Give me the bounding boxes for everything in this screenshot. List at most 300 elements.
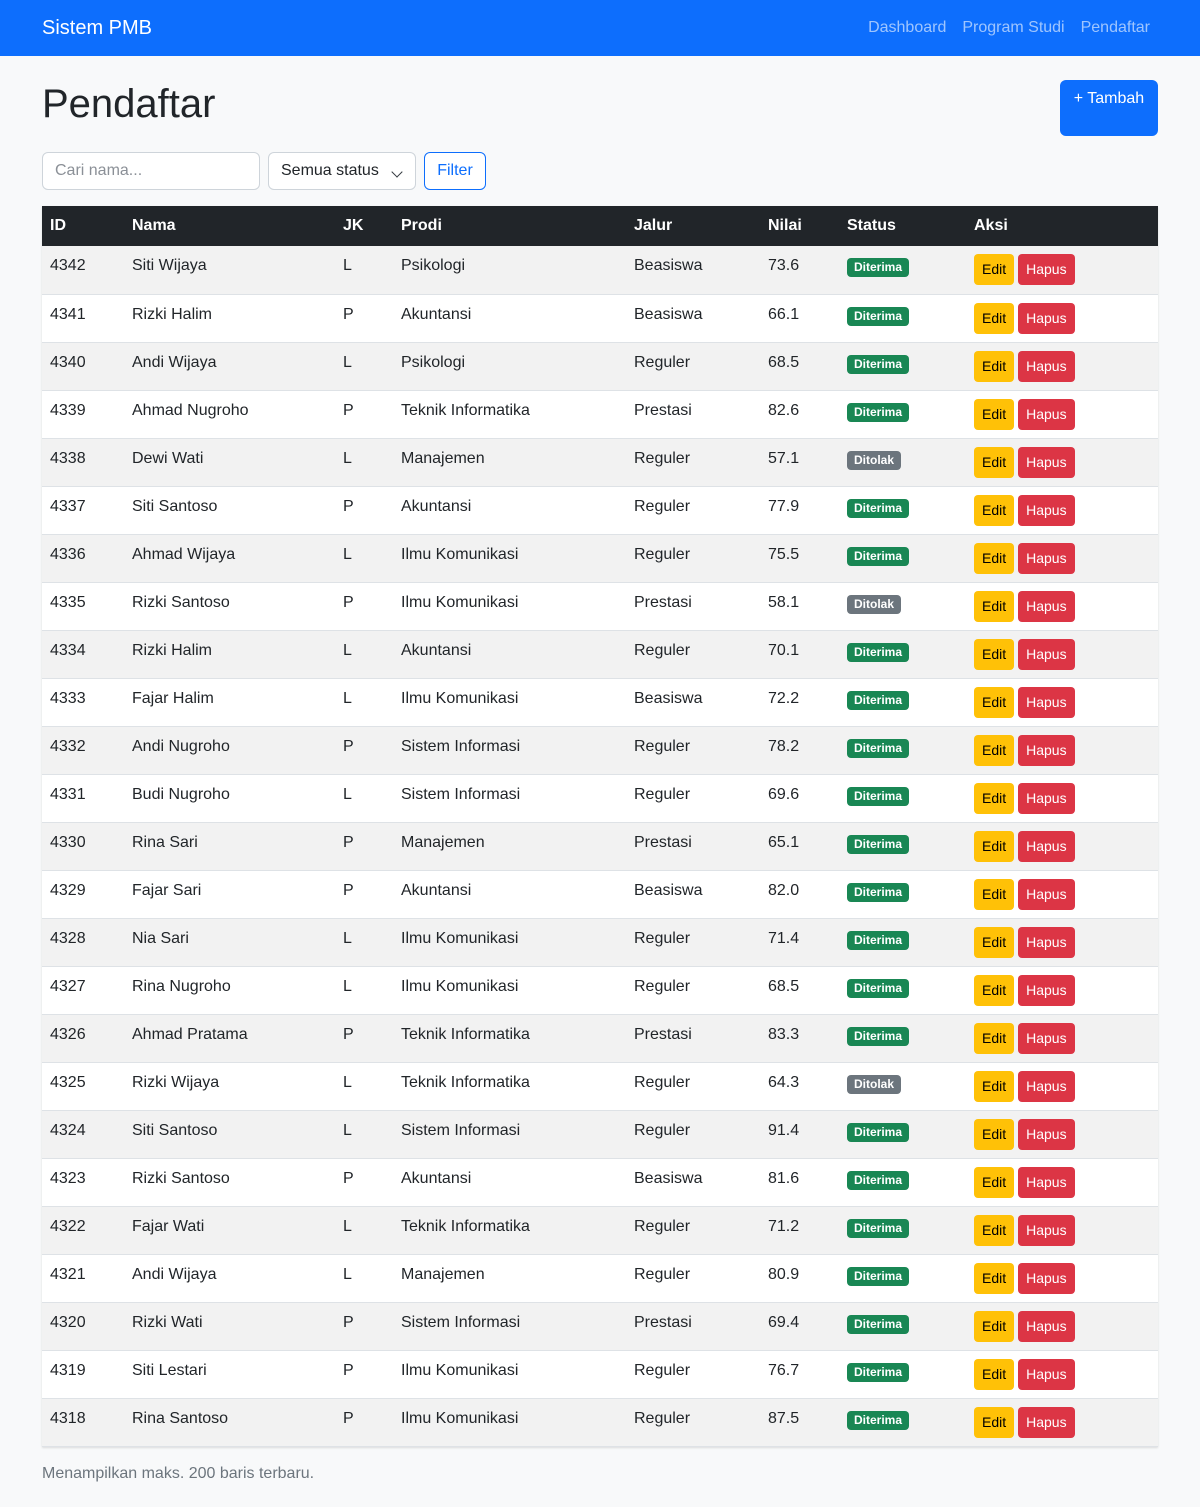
cell-nilai: 82.0	[768, 881, 800, 899]
cell-jalur: Beasiswa	[634, 1169, 703, 1187]
cell-jalur: Prestasi	[634, 1313, 692, 1331]
cell-nama: Budi Nugroho	[132, 785, 230, 803]
status-badge: Diterima	[847, 979, 909, 998]
cell-status	[839, 1062, 966, 1110]
cell-jk: P	[343, 1409, 354, 1427]
cell-prodi: Sistem Informasi	[401, 1313, 521, 1331]
cell-aksi	[966, 726, 1158, 774]
nav-link-dashboard[interactable]: Dashboard	[868, 19, 947, 36]
cell-jalur: Beasiswa	[634, 257, 703, 274]
table-row	[42, 438, 1158, 486]
status-badge: Diterima	[847, 355, 909, 374]
status-badge: Diterima	[847, 1411, 909, 1430]
cell-status	[839, 294, 966, 342]
cell-id: 4329	[50, 881, 86, 899]
col-header-nilai: Nilai	[768, 217, 802, 234]
cell-id: 4335	[50, 593, 86, 611]
cell-nama: Siti Wijaya	[132, 257, 207, 274]
cell-status	[839, 1302, 966, 1350]
cell-nilai: 73.6	[768, 257, 800, 274]
cell-prodi: Ilmu Komunikasi	[401, 929, 519, 947]
edit-button[interactable]: Edit	[974, 1311, 1014, 1342]
status-badge: Diterima	[847, 1171, 909, 1190]
edit-button[interactable]: Edit	[974, 1023, 1014, 1054]
cell-status	[839, 1254, 966, 1302]
edit-button[interactable]: Edit	[974, 1071, 1014, 1102]
table-row	[42, 1302, 1158, 1350]
cell-status	[839, 582, 966, 630]
cell-aksi	[966, 1158, 1158, 1206]
cell-jk: P	[343, 497, 354, 515]
cell-status	[839, 822, 966, 870]
edit-button[interactable]: Edit	[974, 447, 1014, 478]
cell-id: 4342	[50, 257, 86, 274]
cell-jk: P	[343, 881, 354, 899]
cell-id: 4341	[50, 305, 86, 323]
cell-id: 4331	[50, 785, 86, 803]
cell-nama: Fajar Wati	[132, 1217, 205, 1235]
cell-aksi	[966, 630, 1158, 678]
cell-jalur: Reguler	[634, 449, 691, 467]
cell-nama: Siti Lestari	[132, 1361, 207, 1379]
delete-button[interactable]: Hapus	[1018, 687, 1074, 718]
status-badge: Ditolak	[847, 1075, 901, 1094]
cell-status	[839, 678, 966, 726]
cell-nama: Rizki Halim	[132, 305, 212, 323]
cell-nama: Andi Wijaya	[132, 1265, 217, 1283]
cell-jalur: Reguler	[634, 1121, 691, 1139]
cell-nama: Andi Wijaya	[132, 353, 217, 371]
delete-button[interactable]: Hapus	[1018, 351, 1074, 382]
cell-nama: Rizki Santoso	[132, 593, 230, 611]
delete-button[interactable]: Hapus	[1018, 1407, 1074, 1438]
edit-button[interactable]: Edit	[974, 303, 1014, 334]
cell-nama: Rina Sari	[132, 833, 198, 851]
status-badge: Diterima	[847, 931, 909, 950]
cell-nama: Siti Santoso	[132, 1121, 218, 1139]
col-header-prodi: Prodi	[401, 217, 442, 234]
cell-jalur: Reguler	[634, 1265, 691, 1283]
cell-id: 4321	[50, 1265, 86, 1283]
cell-status	[839, 390, 966, 438]
cell-prodi: Ilmu Komunikasi	[401, 593, 519, 611]
edit-button[interactable]: Edit	[974, 927, 1014, 958]
cell-nilai: 68.5	[768, 977, 800, 995]
page-title: Pendaftar	[42, 82, 216, 126]
edit-button[interactable]: Edit	[974, 254, 1014, 285]
edit-button[interactable]: Edit	[974, 735, 1014, 766]
cell-nilai: 71.4	[768, 929, 800, 947]
cell-id: 4322	[50, 1217, 86, 1235]
cell-jalur: Prestasi	[634, 401, 692, 419]
cell-aksi	[966, 870, 1158, 918]
cell-jalur: Reguler	[634, 1073, 691, 1091]
cell-id: 4319	[50, 1361, 86, 1379]
add-button[interactable]: + Tambah	[1060, 80, 1158, 136]
cell-id: 4334	[50, 641, 86, 659]
table-row	[42, 1254, 1158, 1302]
status-badge: Diterima	[847, 1123, 909, 1142]
cell-jalur: Beasiswa	[634, 689, 703, 707]
edit-button[interactable]: Edit	[974, 591, 1014, 622]
table-row	[42, 1350, 1158, 1398]
status-badge: Diterima	[847, 547, 909, 566]
cell-nama: Ahmad Nugroho	[132, 401, 249, 419]
cell-prodi: Teknik Informatika	[401, 1025, 530, 1043]
table-row	[42, 822, 1158, 870]
cell-id: 4337	[50, 497, 86, 515]
cell-status	[839, 486, 966, 534]
cell-id: 4332	[50, 737, 86, 755]
cell-prodi: Psikologi	[401, 257, 466, 274]
cell-jk: L	[343, 977, 352, 995]
cell-id: 4328	[50, 929, 86, 947]
col-header-jalur: Jalur	[634, 217, 673, 234]
delete-button[interactable]: Hapus	[1018, 1215, 1074, 1246]
cell-prodi: Sistem Informasi	[401, 785, 521, 803]
delete-button[interactable]: Hapus	[1018, 1311, 1074, 1342]
cell-aksi	[966, 1350, 1158, 1398]
cell-nama: Rizki Wijaya	[132, 1073, 220, 1091]
nav-link-program-studi[interactable]: Program Studi	[962, 19, 1065, 36]
cell-nama: Siti Santoso	[132, 497, 218, 515]
cell-status	[839, 918, 966, 966]
cell-jk: L	[343, 1265, 352, 1283]
cell-jk: P	[343, 305, 354, 323]
cell-prodi: Ilmu Komunikasi	[401, 977, 519, 995]
status-badge: Diterima	[847, 403, 909, 422]
edit-button[interactable]: Edit	[974, 687, 1014, 718]
delete-button[interactable]: Hapus	[1018, 639, 1074, 670]
status-badge: Diterima	[847, 691, 909, 710]
cell-aksi	[966, 678, 1158, 726]
cell-jk: P	[343, 401, 354, 419]
cell-status	[839, 438, 966, 486]
delete-button[interactable]: Hapus	[1018, 735, 1074, 766]
edit-button[interactable]: Edit	[974, 351, 1014, 382]
nav-links	[868, 17, 1150, 39]
col-header-aksi: Aksi	[974, 217, 1008, 234]
delete-button[interactable]: Hapus	[1018, 495, 1074, 526]
cell-status	[839, 1398, 966, 1446]
cell-aksi	[966, 1110, 1158, 1158]
status-badge: Diterima	[847, 739, 909, 758]
cell-prodi: Ilmu Komunikasi	[401, 1409, 519, 1427]
cell-id: 4330	[50, 833, 86, 851]
cell-prodi: Akuntansi	[401, 881, 472, 899]
cell-nilai: 58.1	[768, 593, 800, 611]
cell-nama: Ahmad Pratama	[132, 1025, 248, 1043]
status-badge: Diterima	[847, 787, 909, 806]
status-badge: Diterima	[847, 1363, 909, 1382]
cell-status	[839, 630, 966, 678]
cell-aksi	[966, 486, 1158, 534]
cell-jk: P	[343, 593, 354, 611]
cell-aksi	[966, 774, 1158, 822]
cell-jk: L	[343, 1121, 352, 1139]
cell-nilai: 72.2	[768, 689, 800, 707]
cell-aksi	[966, 342, 1158, 390]
cell-status	[839, 726, 966, 774]
cell-nama: Fajar Halim	[132, 689, 214, 707]
cell-prodi: Ilmu Komunikasi	[401, 689, 519, 707]
cell-jk: L	[343, 689, 352, 707]
edit-button[interactable]: Edit	[974, 1215, 1014, 1246]
cell-nilai: 68.5	[768, 353, 800, 371]
cell-prodi: Akuntansi	[401, 305, 472, 323]
cell-id: 4326	[50, 1025, 86, 1043]
cell-id: 4324	[50, 1121, 86, 1139]
cell-prodi: Teknik Informatika	[401, 1073, 530, 1091]
cell-nilai: 70.1	[768, 641, 800, 659]
table-row	[42, 774, 1158, 822]
chevron-down-icon	[391, 166, 402, 177]
col-header-id: ID	[50, 217, 66, 234]
cell-aksi	[966, 1062, 1158, 1110]
cell-jk: L	[343, 353, 352, 371]
cell-jk: L	[343, 929, 352, 947]
cell-jalur: Reguler	[634, 353, 691, 371]
cell-id: 4320	[50, 1313, 86, 1331]
cell-jalur: Reguler	[634, 929, 691, 947]
cell-jalur: Reguler	[634, 1361, 691, 1379]
cell-jalur: Reguler	[634, 641, 691, 659]
cell-prodi: Manajemen	[401, 1265, 485, 1283]
edit-button[interactable]: Edit	[974, 1167, 1014, 1198]
cell-aksi	[966, 438, 1158, 486]
edit-button[interactable]: Edit	[974, 975, 1014, 1006]
cell-nilai: 64.3	[768, 1073, 800, 1091]
cell-id: 4336	[50, 545, 86, 563]
cell-nilai: 76.7	[768, 1361, 800, 1379]
delete-button[interactable]: Hapus	[1018, 254, 1074, 285]
table-row	[42, 1110, 1158, 1158]
cell-nama: Ahmad Wijaya	[132, 545, 236, 563]
cell-id: 4333	[50, 689, 86, 707]
cell-nilai: 57.1	[768, 449, 800, 467]
edit-button[interactable]: Edit	[974, 1359, 1014, 1390]
cell-nilai: 65.1	[768, 833, 800, 851]
cell-aksi	[966, 1014, 1158, 1062]
cell-id: 4340	[50, 353, 86, 371]
table-row	[42, 966, 1158, 1014]
delete-button[interactable]: Hapus	[1018, 927, 1074, 958]
cell-aksi	[966, 918, 1158, 966]
cell-id: 4323	[50, 1169, 86, 1187]
cell-id: 4338	[50, 449, 86, 467]
table-row	[42, 1014, 1158, 1062]
cell-aksi	[966, 246, 1158, 294]
edit-button[interactable]: Edit	[974, 783, 1014, 814]
cell-status	[839, 966, 966, 1014]
status-badge: Diterima	[847, 258, 909, 277]
table-row	[42, 294, 1158, 342]
status-badge: Diterima	[847, 643, 909, 662]
cell-prodi: Teknik Informatika	[401, 401, 530, 419]
cell-id: 4325	[50, 1073, 86, 1091]
cell-nilai: 77.9	[768, 497, 800, 515]
status-badge: Diterima	[847, 499, 909, 518]
cell-status	[839, 1110, 966, 1158]
edit-button[interactable]: Edit	[974, 879, 1014, 910]
edit-button[interactable]: Edit	[974, 639, 1014, 670]
cell-nilai: 75.5	[768, 545, 800, 563]
filter-button[interactable]: Filter	[424, 152, 486, 190]
status-badge: Diterima	[847, 1027, 909, 1046]
cell-status	[839, 774, 966, 822]
delete-button[interactable]: Hapus	[1018, 831, 1074, 862]
cell-aksi	[966, 534, 1158, 582]
table-row	[42, 390, 1158, 438]
cell-aksi	[966, 966, 1158, 1014]
status-select-value: Semua status	[281, 162, 379, 179]
cell-jk: L	[343, 641, 352, 659]
status-select[interactable]	[268, 152, 416, 190]
cell-prodi: Ilmu Komunikasi	[401, 545, 519, 563]
table-row	[42, 246, 1158, 294]
edit-button[interactable]: Edit	[974, 1263, 1014, 1294]
cell-jk: P	[343, 1313, 354, 1331]
status-badge: Diterima	[847, 307, 909, 326]
cell-prodi: Akuntansi	[401, 1169, 472, 1187]
cell-nilai: 83.3	[768, 1025, 800, 1043]
table-row	[42, 678, 1158, 726]
cell-aksi	[966, 822, 1158, 870]
delete-button[interactable]: Hapus	[1018, 591, 1074, 622]
table-row	[42, 726, 1158, 774]
delete-button[interactable]: Hapus	[1018, 1263, 1074, 1294]
cell-status	[839, 1158, 966, 1206]
cell-prodi: Teknik Informatika	[401, 1217, 530, 1235]
table-row	[42, 630, 1158, 678]
col-header-nama: Nama	[132, 217, 176, 234]
cell-jk: L	[343, 257, 352, 274]
cell-prodi: Akuntansi	[401, 497, 472, 515]
delete-button[interactable]: Hapus	[1018, 975, 1074, 1006]
delete-button[interactable]: Hapus	[1018, 1167, 1074, 1198]
delete-button[interactable]: Hapus	[1018, 1071, 1074, 1102]
nav-link-pendaftar[interactable]: Pendaftar	[1080, 19, 1150, 36]
applicants-table	[42, 206, 1158, 1447]
cell-jk: P	[343, 1025, 354, 1043]
cell-jk: L	[343, 449, 352, 467]
cell-prodi: Manajemen	[401, 449, 485, 467]
cell-nama: Nia Sari	[132, 929, 189, 947]
cell-nama: Rina Santoso	[132, 1409, 229, 1427]
edit-button[interactable]: Edit	[974, 543, 1014, 574]
cell-jalur: Reguler	[634, 497, 691, 515]
delete-button[interactable]: Hapus	[1018, 399, 1074, 430]
table-row	[42, 1158, 1158, 1206]
edit-button[interactable]: Edit	[974, 1119, 1014, 1150]
cell-jk: L	[343, 1217, 352, 1235]
cell-nama: Andi Nugroho	[132, 737, 230, 755]
status-badge: Diterima	[847, 1315, 909, 1334]
cell-id: 4339	[50, 401, 86, 419]
cell-aksi	[966, 1254, 1158, 1302]
delete-button[interactable]: Hapus	[1018, 543, 1074, 574]
cell-jalur: Prestasi	[634, 593, 692, 611]
cell-jalur: Beasiswa	[634, 305, 703, 323]
cell-jalur: Reguler	[634, 1217, 691, 1235]
search-input[interactable]	[42, 152, 260, 190]
cell-nilai: 69.6	[768, 785, 800, 803]
cell-aksi	[966, 1206, 1158, 1254]
cell-jk: L	[343, 545, 352, 563]
cell-nilai: 82.6	[768, 401, 800, 419]
navbar	[0, 0, 1200, 56]
delete-button[interactable]: Hapus	[1018, 1359, 1074, 1390]
cell-jalur: Reguler	[634, 545, 691, 563]
cell-nilai: 81.6	[768, 1169, 800, 1187]
table-row	[42, 1206, 1158, 1254]
cell-id: 4327	[50, 977, 86, 995]
cell-aksi	[966, 582, 1158, 630]
brand-link[interactable]: Sistem PMB	[42, 17, 153, 39]
cell-id: 4318	[50, 1409, 86, 1427]
cell-nilai: 71.2	[768, 1217, 800, 1235]
edit-button[interactable]: Edit	[974, 831, 1014, 862]
cell-jk: P	[343, 737, 354, 755]
col-header-jk: JK	[343, 217, 364, 234]
cell-jalur: Reguler	[634, 737, 691, 755]
cell-jalur: Reguler	[634, 785, 691, 803]
delete-button[interactable]: Hapus	[1018, 1023, 1074, 1054]
edit-button[interactable]: Edit	[974, 1407, 1014, 1438]
cell-jk: L	[343, 785, 352, 803]
table-row	[42, 1398, 1158, 1446]
cell-prodi: Ilmu Komunikasi	[401, 1361, 519, 1379]
status-badge: Diterima	[847, 1267, 909, 1286]
cell-jalur: Prestasi	[634, 833, 692, 851]
col-header-status: Status	[847, 217, 896, 234]
cell-status	[839, 870, 966, 918]
delete-button[interactable]: Hapus	[1018, 879, 1074, 910]
delete-button[interactable]: Hapus	[1018, 1119, 1074, 1150]
table-row	[42, 342, 1158, 390]
status-badge: Ditolak	[847, 451, 901, 470]
cell-nilai: 78.2	[768, 737, 800, 755]
cell-jalur: Prestasi	[634, 1025, 692, 1043]
cell-status	[839, 246, 966, 294]
edit-button[interactable]: Edit	[974, 495, 1014, 526]
status-badge: Ditolak	[847, 595, 901, 614]
cell-aksi	[966, 294, 1158, 342]
delete-button[interactable]: Hapus	[1018, 447, 1074, 478]
table-row	[42, 918, 1158, 966]
footer-note: Menampilkan maks. 200 baris terbaru.	[42, 1465, 315, 1482]
cell-jk: P	[343, 833, 354, 851]
delete-button[interactable]: Hapus	[1018, 783, 1074, 814]
cell-jk: P	[343, 1169, 354, 1187]
table-row	[42, 1062, 1158, 1110]
cell-nilai: 91.4	[768, 1121, 800, 1139]
cell-jalur: Reguler	[634, 977, 691, 995]
delete-button[interactable]: Hapus	[1018, 303, 1074, 334]
cell-status	[839, 342, 966, 390]
cell-jk: L	[343, 1073, 352, 1091]
cell-aksi	[966, 390, 1158, 438]
cell-prodi: Manajemen	[401, 833, 485, 851]
status-badge: Diterima	[847, 1219, 909, 1238]
edit-button[interactable]: Edit	[974, 399, 1014, 430]
table-row	[42, 534, 1158, 582]
status-badge: Diterima	[847, 883, 909, 902]
status-badge: Diterima	[847, 835, 909, 854]
cell-nama: Dewi Wati	[132, 449, 204, 467]
cell-aksi	[966, 1398, 1158, 1446]
cell-status	[839, 1350, 966, 1398]
